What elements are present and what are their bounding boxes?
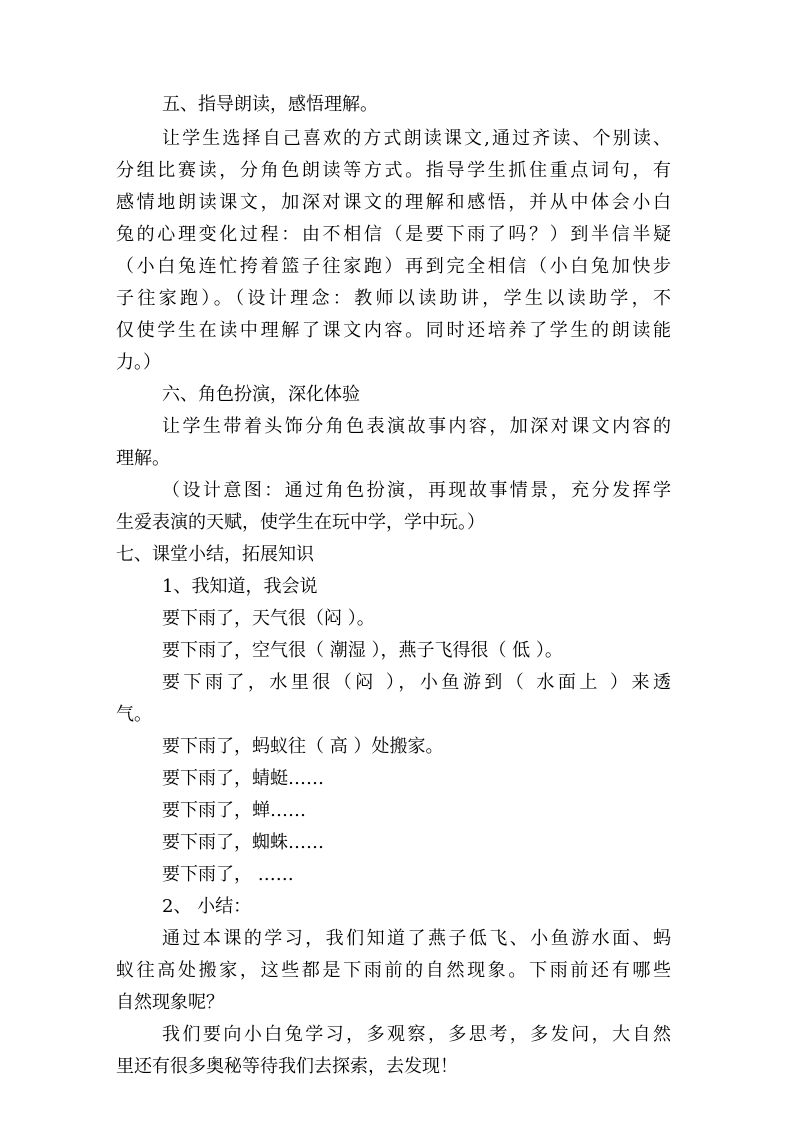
section-heading-7: 七、课堂小结，拓展知识 <box>116 544 314 565</box>
paragraph-line: 让学生带着头饰分角色表演故事内容，加深对课文内容的 <box>162 416 671 437</box>
design-note-line: （设计意图：通过角色扮演，再现故事情景，充分发挥学 <box>162 480 671 501</box>
fill-blank-line: 要下雨了，水里很（闷 ），小鱼游到（ 水面上 ）来透 <box>162 672 671 693</box>
summary-line: 里还有很多奥秘等待我们去探索，去发现！ <box>116 1056 458 1077</box>
section-heading-5: 五、指导朗读，感悟理解。 <box>162 94 378 115</box>
section-heading-6: 六、角色扮演，深化体验 <box>162 384 360 405</box>
paragraph-line: 理解。 <box>116 448 170 469</box>
paragraph-line: 让学生选择自己喜欢的方式朗读课文,通过齐读、个别读、 <box>162 128 671 149</box>
fill-blank-line: 要下雨了，蚂蚁往（ 高 ）处搬家。 <box>162 736 444 757</box>
paragraph-line: 兔的心理变化过程：由不相信（是要下雨了吗？）到半信半疑 <box>116 224 671 245</box>
summary-line: 蚁往高处搬家，这些都是下雨前的自然现象。下雨前还有哪些 <box>116 960 671 981</box>
paragraph-line: 感情地朗读课文，加深对课文的理解和感悟，并从中体会小白 <box>116 192 671 213</box>
paragraph-line: 仅使学生在读中理解了课文内容。同时还培养了学生的朗读能 <box>116 320 671 341</box>
summary-line: 通过本课的学习，我们知道了燕子低飞、小鱼游水面、蚂 <box>162 928 671 949</box>
fill-blank-line: 气。 <box>116 704 152 725</box>
paragraph-line: 子往家跑）。（设计理念：教师以读助讲，学生以读助学，不 <box>116 288 671 309</box>
fill-blank-line: 要下雨了，空气很（ 潮湿 ），燕子飞得很（ 低 ）。 <box>162 640 563 661</box>
summary-line: 自然现象呢？ <box>116 992 224 1013</box>
paragraph-line: 力。） <box>116 352 161 373</box>
design-note-line: 生爱表演的天赋，使学生在玩中学，学中玩。） <box>116 512 485 533</box>
fill-blank-line: 要下雨了，天气很（闷 ）。 <box>162 608 375 629</box>
subsection-heading: 2、 小结： <box>162 896 252 917</box>
subsection-heading: 1、我知道，我会说 <box>162 576 318 597</box>
paragraph-line: （小白兔连忙挎着篮子往家跑）再到完全相信（小白兔加快步 <box>116 256 671 277</box>
fill-blank-line: 要下雨了，蜘蛛…… <box>162 832 324 853</box>
paragraph-line: 分组比赛读，分角色朗读等方式。指导学生抓住重点词句，有 <box>116 160 671 181</box>
fill-blank-line: 要下雨了， …… <box>162 864 294 885</box>
fill-blank-line: 要下雨了，蜻蜓…… <box>162 768 324 789</box>
fill-blank-line: 要下雨了，蝉…… <box>162 800 306 821</box>
summary-line: 我们要向小白兔学习，多观察，多思考，多发问，大自然 <box>162 1024 671 1045</box>
